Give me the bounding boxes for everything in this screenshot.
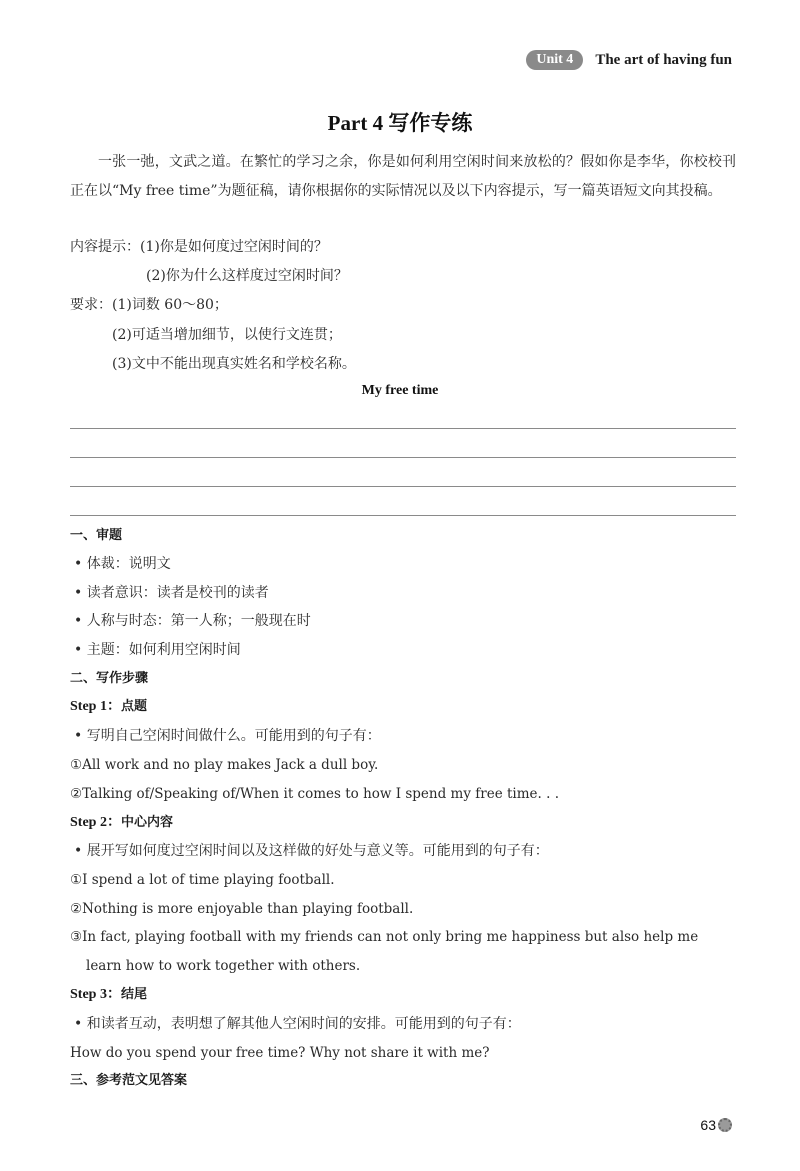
step-3-number: Step 3： (70, 987, 121, 1002)
step-2-sentence: ③In fact, playing football with my friends can not only bring me happiness but also help me (70, 929, 699, 945)
step-2-description: • 展开写如何度过空闲时间以及这样做的好处与意义等。可能用到的句子有： (74, 843, 549, 859)
review-item: • 体裁：说明文 (74, 556, 171, 572)
page-number (700, 1117, 732, 1133)
section-heading-review: 一、审题 (70, 528, 123, 543)
step-1-description: • 写明自己空闲时间做什么。可能用到的句子有： (74, 728, 381, 744)
step-2-number: Step 2： (70, 815, 121, 830)
section-heading-steps: 二、写作步骤 (70, 671, 149, 686)
step-3-description: • 和读者互动，表明想了解其他人空闲时间的安排。可能用到的句子有： (74, 1016, 521, 1032)
writing-line[interactable] (70, 486, 736, 487)
gear-icon (718, 1118, 732, 1132)
step-1-sentence: ①All work and no play makes Jack a dull boy. (70, 757, 379, 773)
writing-line[interactable] (70, 428, 736, 429)
step-2-sentence-continued: learn how to work together with others. (86, 958, 361, 974)
essay-title: My free time (361, 383, 439, 398)
step-1-number: Step 1： (70, 699, 121, 714)
requirement-3: (3)文中不能出现真实姓名和学校名称。 (112, 356, 356, 372)
requirement-2: (2)可适当增加细节，以使行文连贯； (112, 327, 342, 343)
requirement-1: 要求：(1)词数 60～80； (70, 297, 228, 313)
step-2-title: 中心内容 (120, 815, 173, 830)
content-hint-2: (2)你为什么这样度过空闲时间？ (146, 268, 348, 284)
step-2-sentence: ①I spend a lot of time playing football. (70, 872, 335, 888)
step-1-sentence: ②Talking of/Speaking of/When it comes to how I spend my free time. . . (70, 786, 559, 802)
writing-line[interactable] (70, 515, 736, 516)
prompt-paragraph: 一张一弛，文武之道。在繁忙的学习之余，你是如何利用空闲时间来放松的？假如你是李华，你校校刊正在以“My free time”为题征稿，请你根据你的实际情况以及以下内容提示，写一篇英语短文向其投稿。 (70, 154, 736, 199)
section-heading-sample: 三、参考范文见答案 (70, 1073, 188, 1088)
step-3-sentence: How do you spend your free time? Why not share it with me? (70, 1045, 490, 1061)
review-item: • 主题：如何利用空闲时间 (74, 642, 241, 658)
unit-title: The art of having fun (595, 51, 732, 68)
step-2-label (70, 813, 173, 833)
content-hint-1: 内容提示：(1)你是如何度过空闲时间的？ (70, 239, 328, 255)
step-3-title: 结尾 (120, 987, 147, 1002)
review-item: • 读者意识：读者是校刊的读者 (74, 585, 269, 601)
review-item: • 人称与时态：第一人称；一般现在时 (74, 613, 311, 629)
unit-badge: Unit 4 (526, 50, 583, 70)
step-1-label (70, 697, 147, 717)
page-number-text: 63 (700, 1117, 716, 1133)
step-3-label (70, 985, 147, 1005)
step-2-sentence: ②Nothing is more enjoyable than playing football. (70, 901, 414, 917)
step-1-title: 点题 (120, 699, 147, 714)
writing-line[interactable] (70, 457, 736, 458)
unit-header (526, 50, 732, 70)
part-title: Part 4 写作专练 (327, 111, 473, 135)
